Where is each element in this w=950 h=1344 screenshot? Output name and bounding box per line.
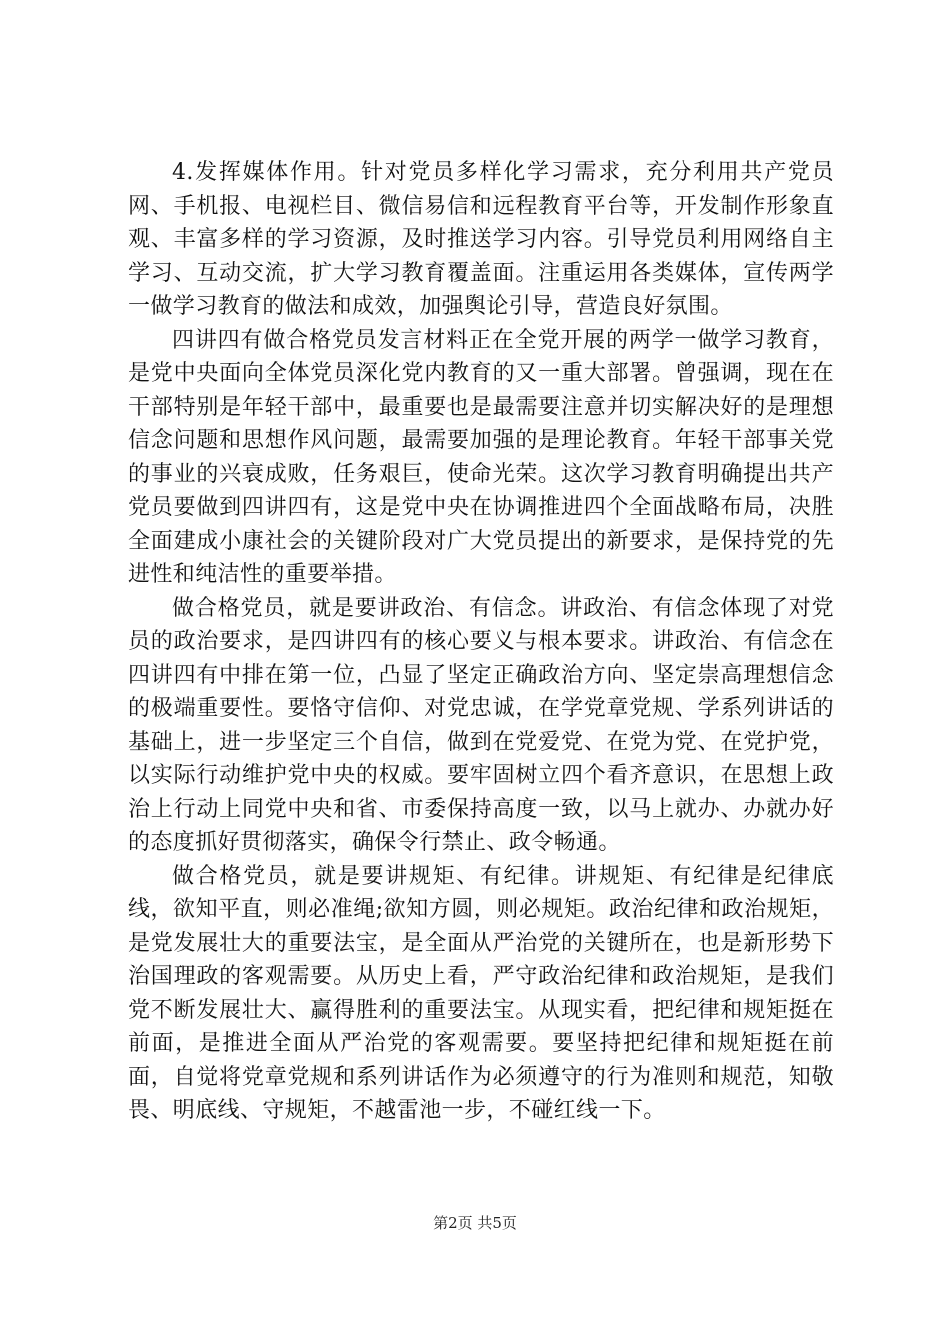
paragraph-rules-discipline: 做合格党员，就是要讲规矩、有纪律。讲规矩、有纪律是纪律底线，欲知平直，则必准绳;欲知方圆，则必规矩。政治纪律和政治规矩，是党发展壮大的重要法宝，是全面从严治党的关键所在，也是新形势下治国理政的客观需要。从历史上看，严守政治纪律和政治规矩，是我们党不断发展壮大、赢得胜利的重要法宝。从现实看，把纪律和规矩挺在前面，是推进全面从严治党的客观需要。要坚持把纪律和规矩挺在前面，自觉将党章党规和系列讲话作为必须遵守的行为准则和规范，知敬畏、明底线、守规矩，不越雷池一步，不碰红线一下。	[128, 863, 834, 1123]
page-number-footer: 第2页 共5页	[433, 1214, 517, 1232]
document-body	[128, 156, 834, 1128]
paragraph-four-talks-intro: 四讲四有做合格党员发言材料正在全党开展的两学一做学习教育，是党中央面向全体党员深化党内教育的又一重大部署。曾强调，现在在干部特别是年轻干部中，最重要也是最需要注意并切实解决好的是理想信念问题和思想作风问题，最需要加强的是理论教育。年轻干部事关党的事业的兴衰成败，任务艰巨，使命光荣。这次学习教育明确提出共产党员要做到四讲四有，这是党中央在协调推进四个全面战略布局，决胜全面建成小康社会的关键阶段对广大党员提出的新要求，是保持党的先进性和纯洁性的重要举措。	[128, 327, 834, 587]
paragraph-media-role: 4.发挥媒体作用。针对党员多样化学习需求，充分利用共产党员网、手机报、电视栏目、微信易信和远程教育平台等，开发制作形象直观、丰富多样的学习资源，及时推送学习内容。引导党员利用网络自主学习、互动交流，扩大学习教育覆盖面。注重运用各类媒体，宣传两学一做学习教育的做法和成效，加强舆论引导，营造良好氛围。	[128, 160, 834, 319]
paragraph-politics-belief: 做合格党员，就是要讲政治、有信念。讲政治、有信念体现了对党员的政治要求，是四讲四有的核心要义与根本要求。讲政治、有信念在四讲四有中排在第一位，凸显了坚定正确政治方向、坚定崇高理想信念的极端重要性。要恪守信仰、对党忠诚，在学党章党规、学系列讲话的基础上，进一步坚定三个自信，做到在党爱党、在党为党、在党护党，以实际行动维护党中央的权威。要牢固树立四个看齐意识，在思想上政治上行动上同党中央和省、市委保持高度一致，以马上就办、办就办好的态度抓好贯彻落实，确保令行禁止、政令畅通。	[128, 595, 834, 855]
